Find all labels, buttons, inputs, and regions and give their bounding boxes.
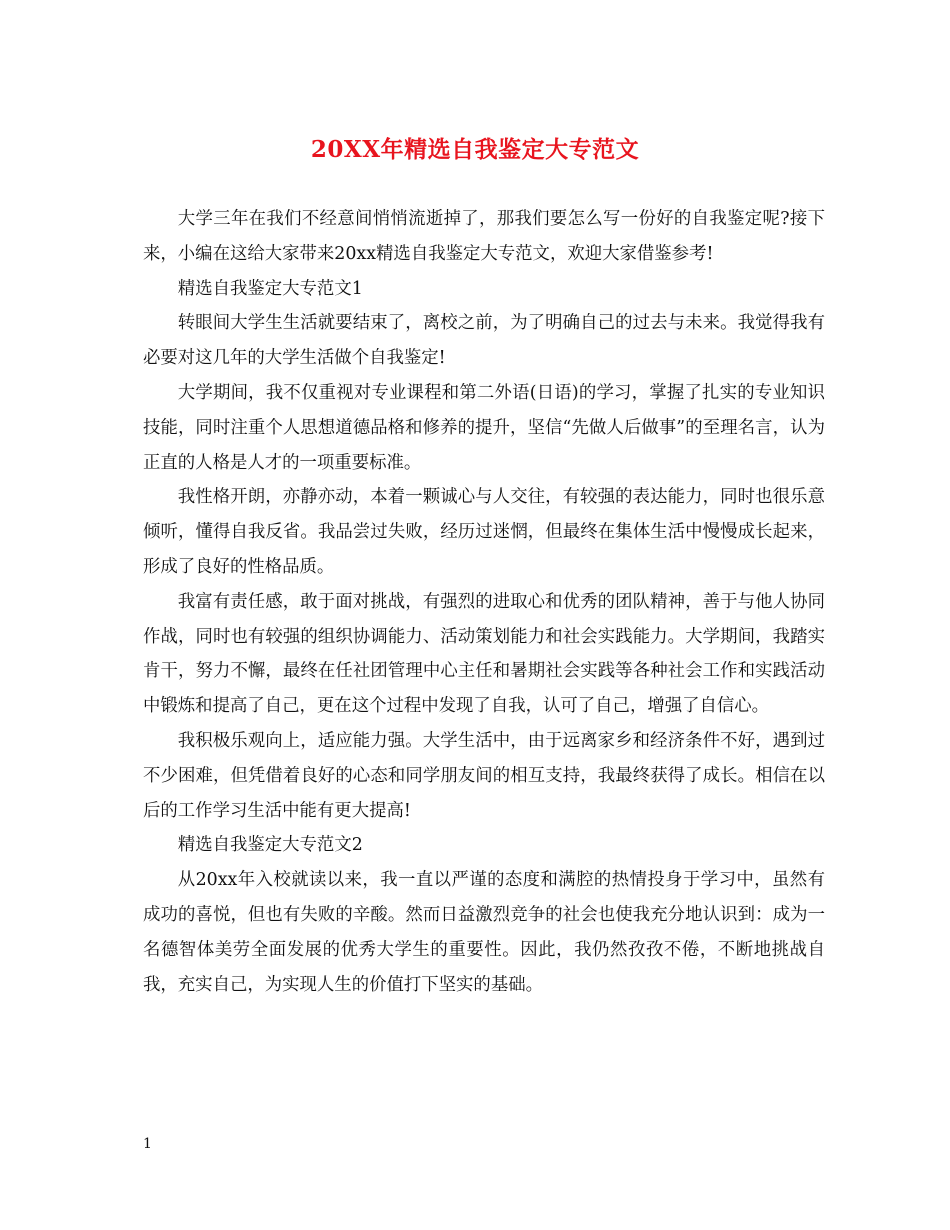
section-1-paragraph: 转眼间大学生生活就要结束了，离校之前，为了明确自己的过去与未来。我觉得我有必要对这几年的大学生活做个自我鉴定! <box>143 313 825 369</box>
document-title: 20XX年精选自我鉴定大专范文 <box>310 136 640 163</box>
page-number: 1 <box>143 1136 152 1152</box>
section-2-paragraph: 从20xx年入校就读以来，我一直以严谨的态度和满腔的热情投身于学习中，虽然有成功的喜悦，但也有失败的辛酸。然而日益激烈竞争的社会也使我充分地认识到：成为一名德智体美劳全面发展的优秀大学生的重要性。因此，我仍然孜孜不倦，不断地挑战自我，充实自己，为实现人生的价值打下坚实的基础。 <box>143 870 825 995</box>
intro-paragraph: 大学三年在我们不经意间悄悄流逝掉了，那我们要怎么写一份好的自我鉴定呢?接下来，小编在这给大家带来20xx精选自我鉴定大专范文，欢迎大家借鉴参考! <box>143 209 825 264</box>
section-1-paragraph: 大学期间，我不仅重视对专业课程和第二外语(日语)的学习，掌握了扎实的专业知识技能，同时注重个人思想道德品格和修养的提升，坚信“先做人后做事”的至理名言，认为正直的人格是人才的一项重要标准。 <box>143 382 825 473</box>
section-1-paragraph: 我性格开朗，亦静亦动，本着一颗诚心与人交往，有较强的表达能力，同时也很乐意倾听，懂得自我反省。我品尝过失败，经历过迷惘，但最终在集体生活中慢慢成长起来，形成了良好的性格品质。 <box>143 487 825 577</box>
document-body <box>143 202 825 1002</box>
section-1-heading: 精选自我鉴定大专范文1 <box>177 278 363 299</box>
section-2-heading: 精选自我鉴定大专范文2 <box>177 835 363 856</box>
section-1-paragraph: 我积极乐观向上，适应能力强。大学生活中，由于远离家乡和经济条件不好，遇到过不少困难，但凭借着良好的心态和同学朋友间的相互支持，我最终获得了成长。相信在以后的工作学习生活中能有更大提高! <box>143 730 825 821</box>
section-1-paragraph: 我富有责任感，敢于面对挑战，有强烈的进取心和优秀的团队精神，善于与他人协同作战，同时也有较强的组织协调能力、活动策划能力和社会实践能力。大学期间，我踏实肯干，努力不懈，最终在任社团管理中心主任和暑期社会实践等各种社会工作和实践活动中锻炼和提高了自己，更在这个过程中发现了自我，认可了自己，增强了自信心。 <box>143 591 825 717</box>
